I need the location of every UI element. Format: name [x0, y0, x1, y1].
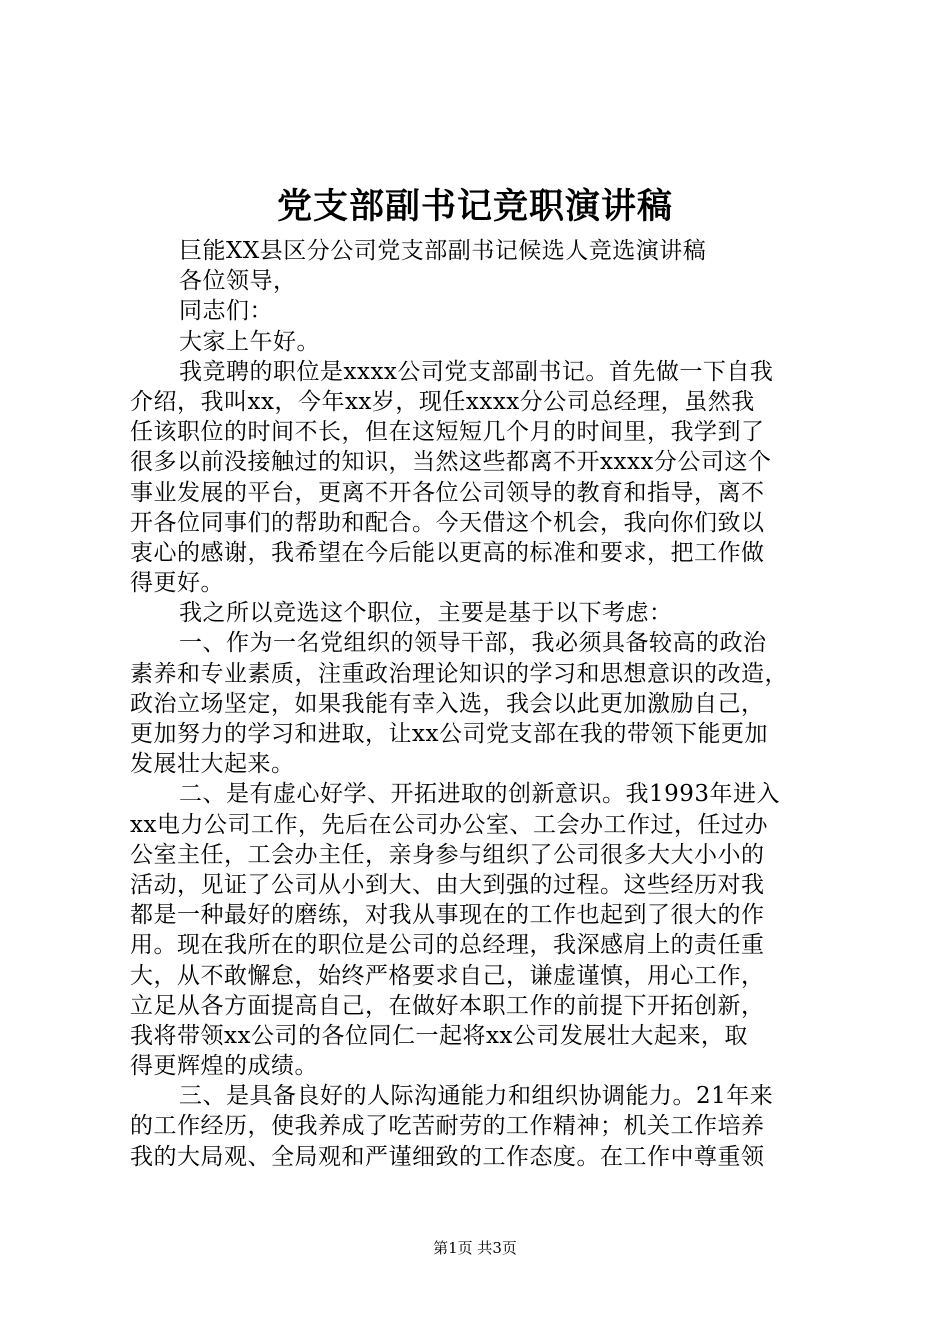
- text-line: 得更辉煌的成绩。: [130, 1053, 318, 1080]
- text-line: 二、是有虚心好学、开拓进取的创新意识。我1993年进入: [179, 781, 781, 808]
- text-line: 三、是具备良好的人际沟通能力和组织协调能力。21年来: [179, 1083, 774, 1110]
- text-line: 各位领导，: [179, 268, 297, 295]
- text-line: 很多以前没接触过的知识，当然这些都离不开xxxx分公司这个: [130, 449, 772, 476]
- text-line: 政治立场坚定，如果我能有幸入选，我会以此更加激励自己，: [130, 690, 765, 717]
- text-line: 更加努力的学习和进取，让xx公司党支部在我的带领下能更加: [130, 721, 768, 747]
- text-line: 介绍，我叫xx，今年xx岁，现任xxxx分公司总经理，虽然我: [130, 388, 755, 415]
- text-line: 我的大局观、全局观和严谨细致的工作态度。在工作中尊重领: [130, 1143, 765, 1170]
- text-line: 我将带领xx公司的各位同仁一起将xx公司发展壮大起来，取: [130, 1022, 748, 1049]
- document-body: [130, 236, 830, 1172]
- text-line: 事业发展的平台，更离不开各位公司领导的教育和指导，离不: [130, 479, 765, 506]
- text-line: 我竞聘的职位是xxxx公司党支部副书记。首先做一下自我: [179, 358, 774, 385]
- text-line: 巨能XX县区分公司党支部副书记候选人竞选演讲稿: [179, 238, 707, 264]
- text-line: 大家上午好。: [179, 328, 320, 355]
- text-line: 的工作经历，使我养成了吃苦耐劳的工作精神；机关工作培养: [130, 1113, 765, 1140]
- text-line: 一、作为一名党组织的领导干部，我必须具备较高的政治: [179, 630, 767, 657]
- page-footer: 第1页 共3页: [433, 1239, 517, 1257]
- text-line: 用。现在我所在的职位是公司的总经理，我深感肩上的责任重: [130, 932, 765, 959]
- text-line: 都是一种最好的磨练，对我从事现在的工作也起到了很大的作: [130, 902, 765, 929]
- text-line: 同志们：: [179, 298, 273, 325]
- text-line: 公室主任，工会办主任，亲身参与组织了公司很多大大小小的: [130, 841, 765, 868]
- document-title: 党支部副书记竞职演讲稿: [276, 186, 673, 227]
- text-line: 衷心的感谢，我希望在今后能以更高的标准和要求，把工作做: [130, 539, 765, 566]
- text-line: xx电力公司工作，先后在公司办公室、工会办工作过，任过办: [130, 811, 768, 838]
- text-line: 任该职位的时间不长，但在这短短几个月的时间里，我学到了: [130, 419, 765, 446]
- text-line: 我之所以竞选这个职位，主要是基于以下考虑：: [179, 600, 673, 627]
- text-line: 活动，见证了公司从小到大、由大到强的过程。这些经历对我: [130, 871, 765, 898]
- text-line: 素养和专业素质，注重政治理论知识的学习和思想意识的改造，: [130, 660, 788, 687]
- text-line: 立足从各方面提高自己，在做好本职工作的前提下开拓创新，: [130, 992, 765, 1019]
- text-line: 大，从不敢懈怠，始终严格要求自己，谦虚谨慎，用心工作，: [130, 962, 765, 989]
- text-line: 发展壮大起来。: [130, 751, 295, 778]
- text-line: 开各位同事们的帮助和配合。今天借这个机会，我向你们致以: [130, 509, 765, 536]
- text-line: 得更好。: [130, 570, 224, 597]
